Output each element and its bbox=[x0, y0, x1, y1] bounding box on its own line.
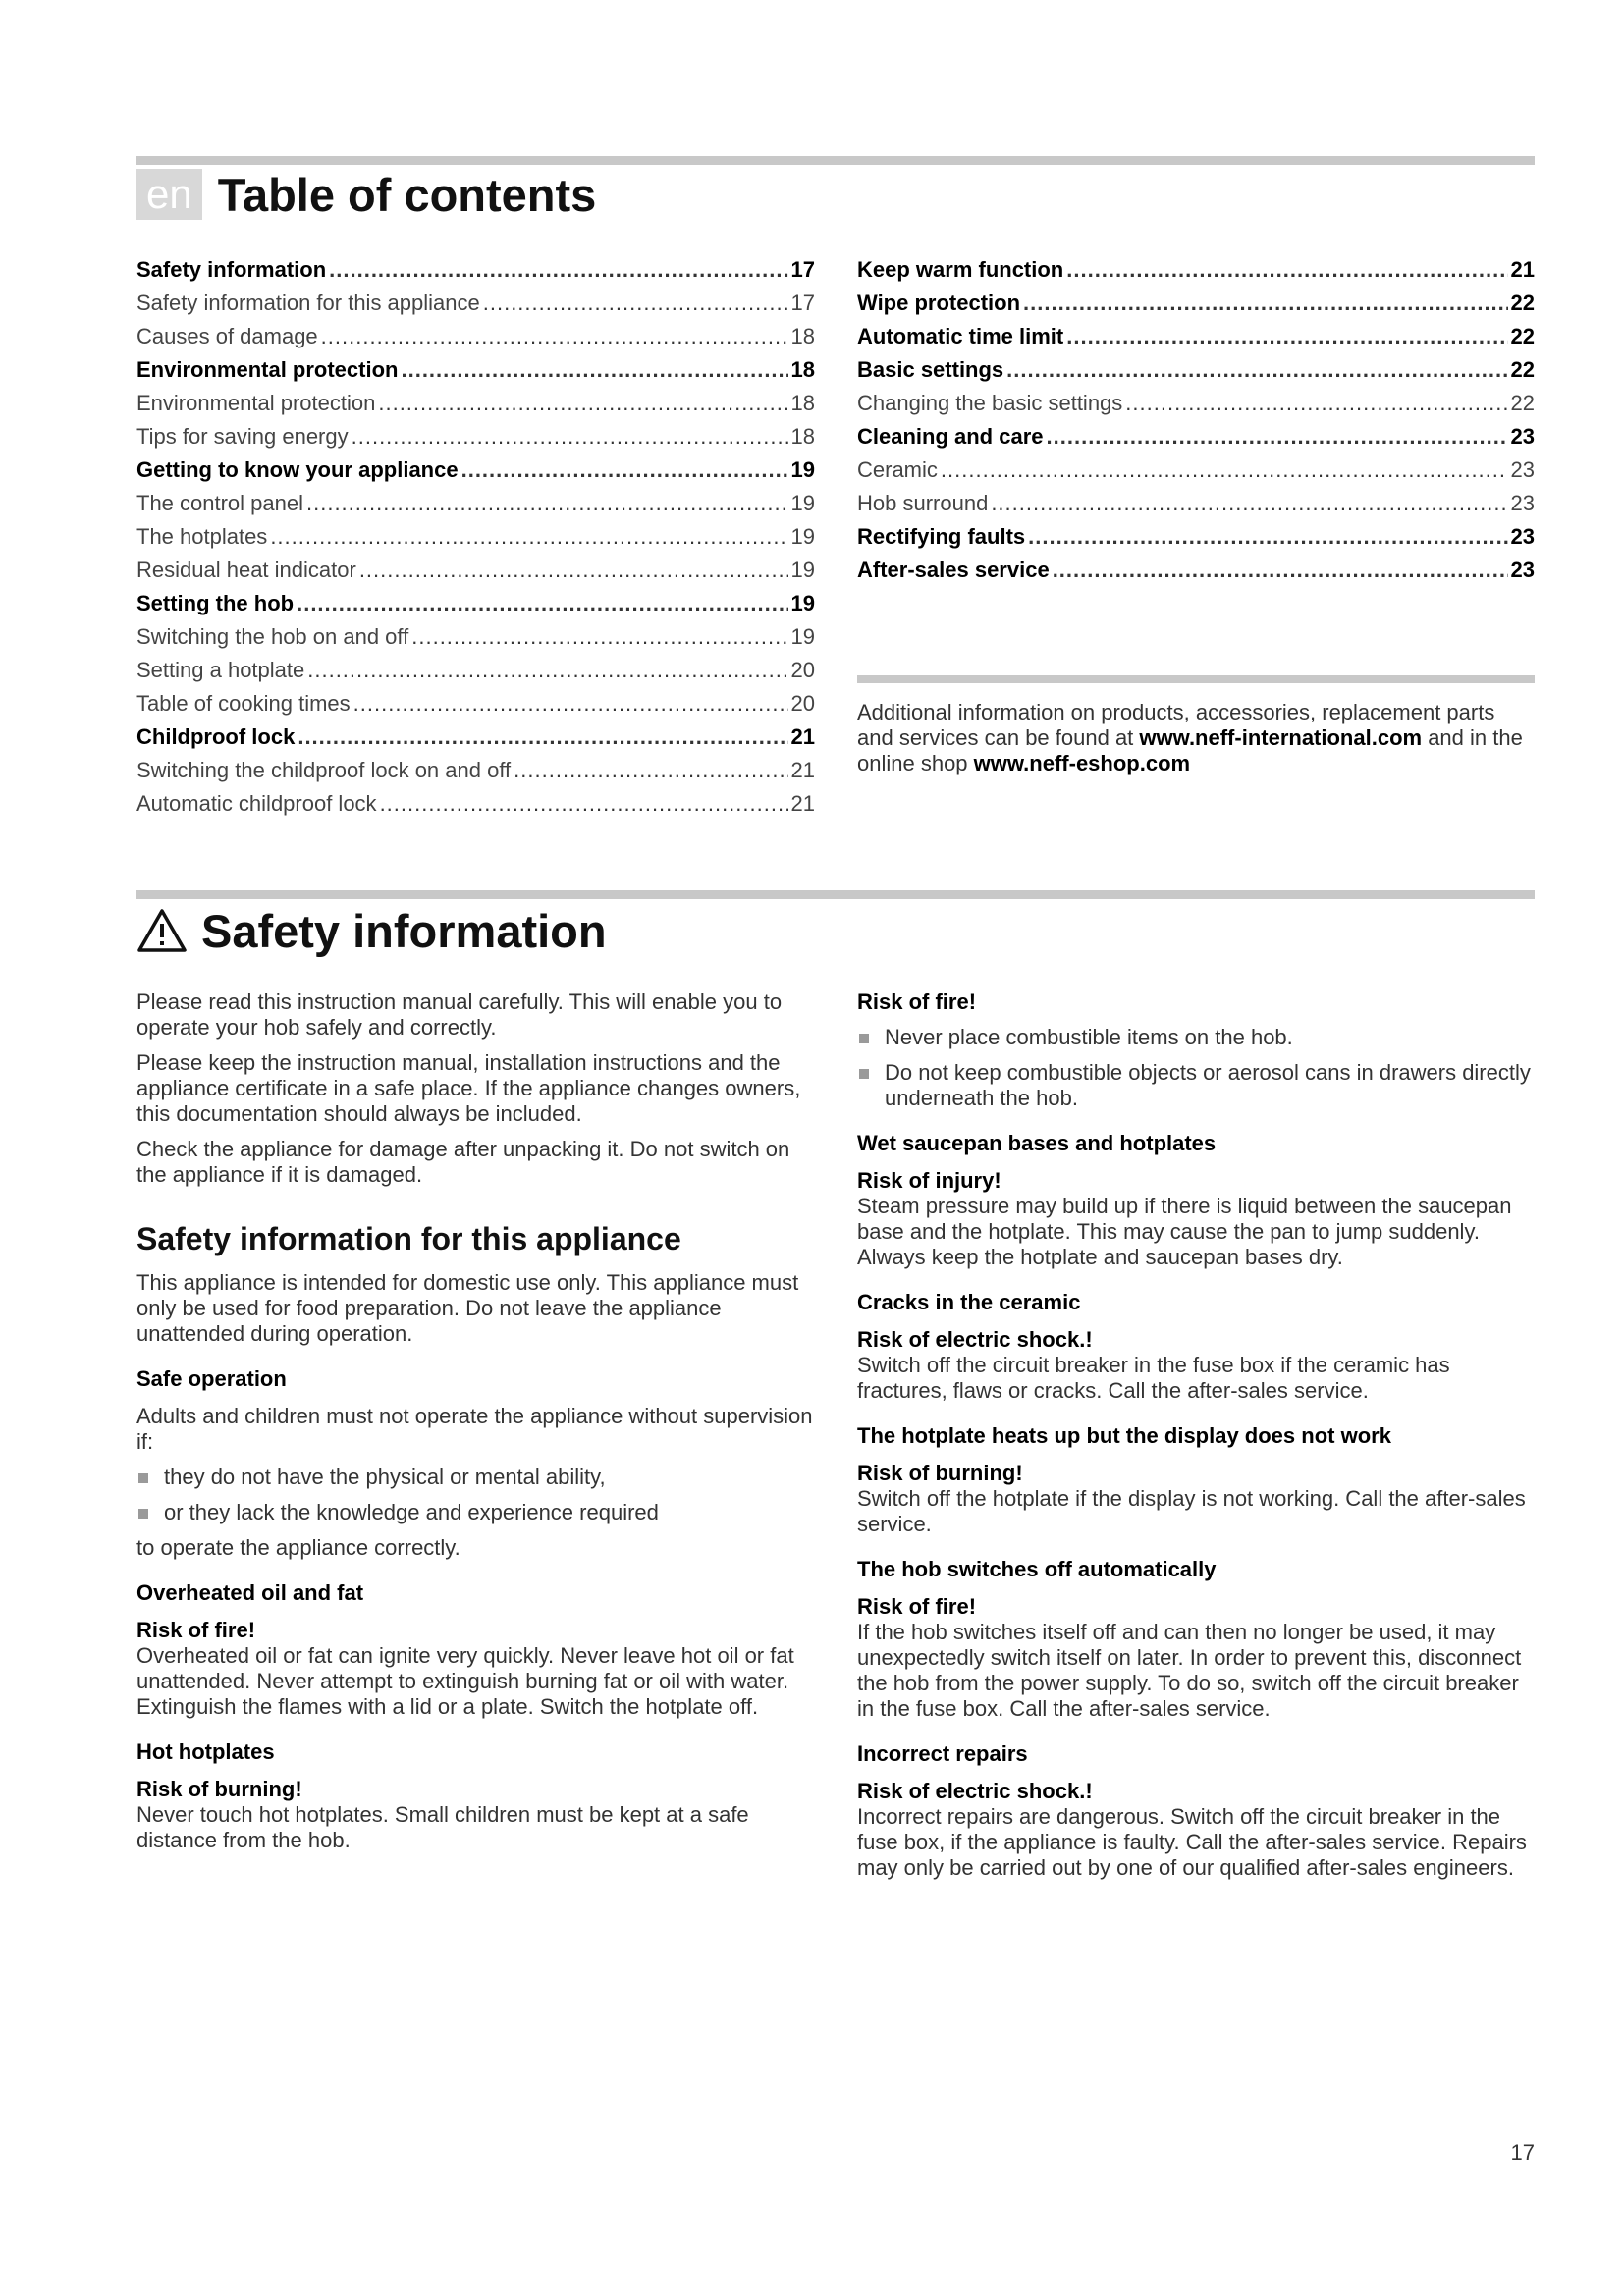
toc-entry-page: 19 bbox=[790, 558, 815, 582]
toc-entry-label: Automatic time limit bbox=[857, 324, 1064, 348]
display-text: Switch off the hotplate if the display is not working. Call the after-sales service. bbox=[857, 1486, 1526, 1536]
auto-off-heading: The hob switches off automatically bbox=[857, 1557, 1217, 1581]
toc-entry-label: Table of cooking times bbox=[136, 691, 351, 716]
toc-entry-label: Environmental protection bbox=[136, 391, 376, 415]
toc-entry-label: The hotplates bbox=[136, 524, 268, 549]
toc-entry-label: Hob surround bbox=[857, 491, 989, 515]
repairs-text: Incorrect repairs are dangerous. Switch off the circuit breaker in the fuse box, if the appliance is faulty. Call the after-sales service. Repairs may only be carried out by one of our qualified after-sales engineers. bbox=[857, 1804, 1527, 1880]
toc-entry-page: 23 bbox=[1510, 491, 1535, 515]
toc-leader-dots bbox=[991, 491, 1507, 516]
toc-right-column bbox=[857, 257, 1535, 591]
toc-leader-dots bbox=[1028, 524, 1507, 550]
toc-entry-label: Safety information for this appliance bbox=[136, 291, 480, 315]
toc-leader-dots bbox=[270, 524, 787, 550]
toc-leader-dots bbox=[483, 291, 788, 316]
toc-entry-label: Switching the childproof lock on and off bbox=[136, 758, 512, 782]
toc-entry-page: 18 bbox=[790, 324, 815, 348]
cracks-risk: Risk of electric shock.! bbox=[857, 1327, 1093, 1352]
toc-entry[interactable] bbox=[136, 791, 815, 825]
toc-leader-dots bbox=[1023, 291, 1507, 316]
toc-title: Table of contents bbox=[217, 168, 597, 221]
hot-hotplates-heading: Hot hotplates bbox=[136, 1739, 275, 1764]
toc-entry-label: Rectifying faults bbox=[857, 524, 1026, 549]
bullet-square-icon bbox=[859, 1069, 869, 1079]
toc-leader-dots bbox=[1066, 324, 1507, 349]
wet-saucepan-heading: Wet saucepan bases and hotplates bbox=[857, 1131, 1217, 1155]
auto-off-risk: Risk of fire! bbox=[857, 1594, 977, 1619]
toc-entry-page: 21 bbox=[790, 758, 815, 782]
bullet-square-icon bbox=[138, 1509, 148, 1519]
oil-fat-heading: Overheated oil and fat bbox=[136, 1580, 364, 1605]
toc-entry-label: Changing the basic settings bbox=[857, 391, 1123, 415]
wet-saucepan-text: Steam pressure may build up if there is liquid between the saucepan base and the hotplate. This may cause the pan to jump suddenly. Always keep the hotplate and saucepan bases dry. bbox=[857, 1194, 1512, 1269]
toc-entry-page: 19 bbox=[790, 491, 815, 515]
toc-entry[interactable] bbox=[857, 491, 1535, 524]
display-risk: Risk of burning! bbox=[857, 1461, 1023, 1485]
toc-entry-page: 19 bbox=[790, 624, 815, 649]
toc-entry-page: 19 bbox=[790, 591, 815, 615]
safe-operation-list bbox=[136, 1465, 814, 1525]
toc-entry-page: 20 bbox=[790, 658, 815, 682]
toc-entry-label: Basic settings bbox=[857, 357, 1004, 382]
toc-entry-page: 23 bbox=[1510, 524, 1535, 549]
toc-entry-label: Tips for saving energy bbox=[136, 424, 349, 449]
toc-entry-label: Keep warm function bbox=[857, 257, 1064, 282]
toc-entry[interactable] bbox=[136, 291, 815, 324]
toc-entry[interactable] bbox=[857, 291, 1535, 324]
toc-entry[interactable] bbox=[136, 391, 815, 424]
toc-entry[interactable] bbox=[857, 424, 1535, 457]
toc-entry-label: Setting the hob bbox=[136, 591, 295, 615]
toc-entry-page: 18 bbox=[790, 424, 815, 449]
toc-entry[interactable] bbox=[857, 558, 1535, 591]
page-number: 17 bbox=[1510, 2140, 1535, 2164]
toc-entry[interactable] bbox=[136, 491, 815, 524]
list-item: they do not have the physical or mental ability, bbox=[136, 1465, 814, 1490]
toc-entry[interactable] bbox=[136, 558, 815, 591]
fire-risk-list bbox=[857, 1025, 1535, 1111]
safety-rule bbox=[136, 890, 1535, 899]
toc-leader-dots bbox=[401, 357, 787, 383]
safety-right-column bbox=[857, 989, 1535, 1891]
toc-entry-page: 21 bbox=[790, 791, 815, 816]
display-heading: The hotplate heats up but the display does not work bbox=[857, 1423, 1391, 1448]
intro-paragraph-1: Please read this instruction manual carefully. This will enable you to operate your hob safely and correctly. bbox=[136, 989, 783, 1040]
toc-entry-label: Switching the hob on and off bbox=[136, 624, 409, 649]
repairs-heading: Incorrect repairs bbox=[857, 1741, 1028, 1766]
repairs-risk: Risk of electric shock.! bbox=[857, 1779, 1093, 1803]
toc-entry-page: 17 bbox=[790, 291, 815, 315]
toc-entry-label: The control panel bbox=[136, 491, 303, 515]
toc-entry[interactable] bbox=[857, 457, 1535, 491]
link-neff-international[interactable]: www.neff-international.com bbox=[1139, 725, 1423, 750]
toc-entry-page: 18 bbox=[790, 357, 815, 382]
toc-leader-dots bbox=[306, 491, 788, 516]
info-text-1: Additional information on products, accessories, replacement parts and services can be found at bbox=[857, 700, 1495, 750]
toc-entry-label: Cleaning and care bbox=[857, 424, 1044, 449]
toc-heading bbox=[136, 165, 596, 224]
toc-entry[interactable] bbox=[136, 257, 815, 291]
toc-entry-page: 21 bbox=[790, 724, 815, 749]
link-neff-eshop[interactable]: www.neff-eshop.com bbox=[973, 751, 1191, 775]
toc-entry-label: Wipe protection bbox=[857, 291, 1021, 315]
safe-operation-text: Adults and children must not operate the appliance without supervision if: bbox=[136, 1404, 813, 1454]
toc-left-column bbox=[136, 257, 815, 825]
toc-leader-dots bbox=[1125, 391, 1507, 416]
safe-operation-heading: Safe operation bbox=[136, 1366, 287, 1391]
toc-leader-dots bbox=[359, 558, 788, 583]
toc-entry[interactable] bbox=[136, 357, 815, 391]
toc-entry[interactable] bbox=[857, 324, 1535, 357]
toc-entry[interactable] bbox=[136, 457, 815, 491]
intro-paragraph-2: Please keep the instruction manual, installation instructions and the appliance certificate in a safe place. If the appliance changes owners, this documentation should always be included. bbox=[136, 1050, 801, 1126]
toc-entry-label: Safety information bbox=[136, 257, 327, 282]
toc-entry-label: Childproof lock bbox=[136, 724, 296, 749]
wet-saucepan-risk: Risk of injury! bbox=[857, 1168, 1001, 1193]
fire-risk-heading: Risk of fire! bbox=[857, 989, 977, 1014]
toc-leader-dots bbox=[1053, 558, 1508, 583]
toc-leader-dots bbox=[353, 691, 788, 717]
bullet-square-icon bbox=[859, 1034, 869, 1043]
toc-entry-page: 23 bbox=[1510, 424, 1535, 449]
hot-hotplates-risk: Risk of burning! bbox=[136, 1777, 302, 1801]
toc-leader-dots bbox=[378, 391, 787, 416]
toc-leader-dots bbox=[1066, 257, 1507, 283]
toc-entry-page: 22 bbox=[1510, 291, 1535, 315]
toc-entry-label: Automatic childproof lock bbox=[136, 791, 377, 816]
toc-entry-label: Causes of damage bbox=[136, 324, 318, 348]
info-text-2: and in the online shop bbox=[857, 725, 1523, 775]
toc-leader-dots bbox=[1047, 424, 1508, 450]
toc-leader-dots bbox=[461, 457, 788, 483]
toc-entry-page: 20 bbox=[790, 691, 815, 716]
toc-entry[interactable] bbox=[136, 691, 815, 724]
toc-entry-page: 19 bbox=[790, 524, 815, 549]
list-item: Do not keep combustible objects or aerosol cans in drawers directly underneath the hob. bbox=[857, 1060, 1535, 1111]
toc-entry-label: Environmental protection bbox=[136, 357, 399, 382]
toc-leader-dots bbox=[1006, 357, 1507, 383]
toc-entry[interactable] bbox=[857, 391, 1535, 424]
toc-entry[interactable] bbox=[136, 658, 815, 691]
toc-entry[interactable] bbox=[136, 524, 815, 558]
auto-off-text: If the hob switches itself off and can then no longer be used, it may unexpectedly switch itself on later. In order to prevent this, disconnect the hob from the power supply. To do so, switch off the circuit breaker in the fuse box. Call the after-sales service. bbox=[857, 1620, 1522, 1721]
toc-entry[interactable] bbox=[136, 424, 815, 457]
toc-entry-label: Getting to know your appliance bbox=[136, 457, 459, 482]
oil-fat-risk: Risk of fire! bbox=[136, 1618, 256, 1642]
toc-leader-dots bbox=[297, 591, 787, 616]
toc-entry-label: Setting a hotplate bbox=[136, 658, 305, 682]
toc-entry[interactable] bbox=[136, 591, 815, 624]
toc-leader-dots bbox=[411, 624, 787, 650]
additional-info bbox=[857, 700, 1535, 776]
toc-leader-dots bbox=[307, 658, 787, 683]
toc-leader-dots bbox=[298, 724, 787, 750]
info-rule bbox=[857, 675, 1535, 683]
toc-leader-dots bbox=[514, 758, 787, 783]
oil-fat-text: Overheated oil or fat can ignite very quickly. Never leave hot oil or fat unattended. Never attempt to extinguish burning fat or oil with water. Extinguish the flames with a lid or a plate. Switch the hotplate off. bbox=[136, 1643, 794, 1719]
appliance-safety-heading: Safety information for this appliance bbox=[136, 1221, 681, 1256]
domestic-use-text: This appliance is intended for domestic use only. This appliance must only be used for food preparation. Do not leave the appliance unattended during operation. bbox=[136, 1270, 799, 1346]
list-item: Never place combustible items on the hob. bbox=[857, 1025, 1535, 1050]
toc-entry-page: 21 bbox=[1510, 257, 1535, 282]
list-item: or they lack the knowledge and experience required bbox=[136, 1500, 814, 1525]
toc-entry-label: After-sales service bbox=[857, 558, 1050, 582]
safety-title: Safety information bbox=[201, 904, 607, 957]
safe-operation-after: to operate the appliance correctly. bbox=[136, 1535, 460, 1560]
toc-entry-page: 23 bbox=[1510, 558, 1535, 582]
toc-entry-page: 19 bbox=[790, 457, 815, 482]
warning-triangle-icon bbox=[136, 908, 188, 953]
safety-left-column bbox=[136, 989, 814, 1863]
toc-entry[interactable] bbox=[136, 624, 815, 658]
toc-entry[interactable] bbox=[857, 357, 1535, 391]
toc-entry[interactable] bbox=[136, 724, 815, 758]
toc-entry[interactable] bbox=[857, 524, 1535, 558]
toc-entry-label: Ceramic bbox=[857, 457, 938, 482]
cracks-text: Switch off the circuit breaker in the fuse box if the ceramic has fractures, flaws or cracks. Call the after-sales service. bbox=[857, 1353, 1450, 1403]
toc-entry-page: 22 bbox=[1510, 391, 1535, 415]
intro-paragraph-3: Check the appliance for damage after unpacking it. Do not switch on the appliance if it is damaged. bbox=[136, 1137, 790, 1187]
toc-entry-page: 17 bbox=[790, 257, 815, 282]
toc-entry-label: Residual heat indicator bbox=[136, 558, 356, 582]
toc-entry-page: 23 bbox=[1510, 457, 1535, 482]
toc-leader-dots bbox=[329, 257, 787, 283]
toc-entry[interactable] bbox=[136, 324, 815, 357]
toc-entry-page: 22 bbox=[1510, 324, 1535, 348]
toc-leader-dots bbox=[941, 457, 1508, 483]
toc-leader-dots bbox=[352, 424, 788, 450]
hot-hotplates-text: Never touch hot hotplates. Small children must be kept at a safe distance from the hob. bbox=[136, 1802, 749, 1852]
toc-entry-page: 18 bbox=[790, 391, 815, 415]
bullet-square-icon bbox=[138, 1473, 148, 1483]
language-badge: en bbox=[136, 169, 202, 220]
toc-entry[interactable] bbox=[136, 758, 815, 791]
toc-leader-dots bbox=[380, 791, 788, 817]
toc-entry-page: 22 bbox=[1510, 357, 1535, 382]
safety-heading bbox=[136, 901, 607, 960]
top-rule bbox=[136, 156, 1535, 165]
toc-entry[interactable] bbox=[857, 257, 1535, 291]
cracks-heading: Cracks in the ceramic bbox=[857, 1290, 1081, 1314]
toc-leader-dots bbox=[321, 324, 788, 349]
